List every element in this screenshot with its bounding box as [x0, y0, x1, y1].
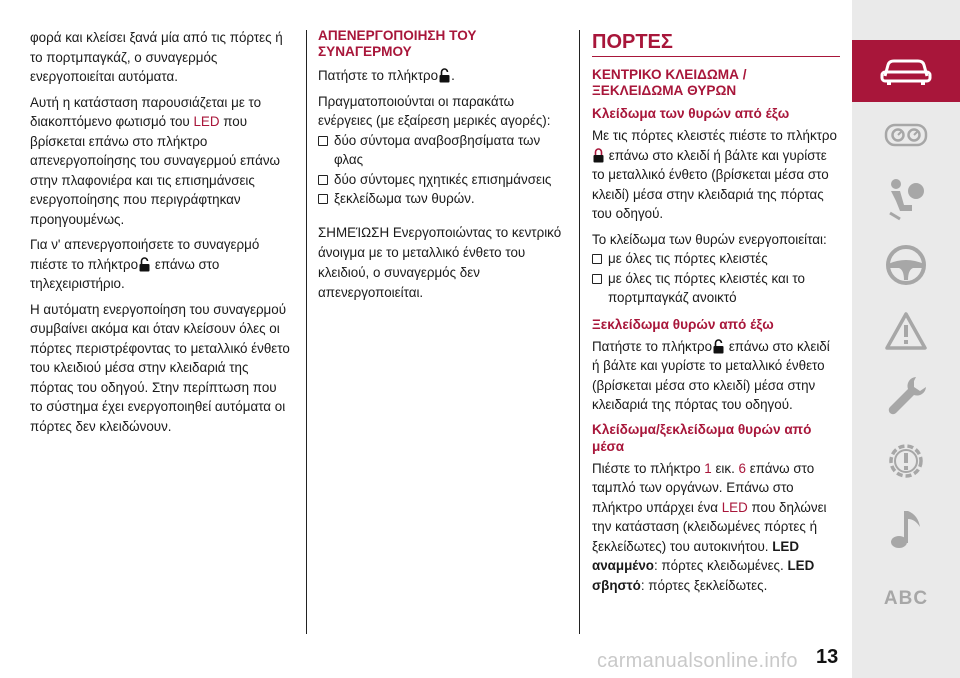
subheading-unlock-outside: Ξεκλείδωμα θυρών από έξω	[592, 316, 774, 332]
paragraph: Πατήστε το πλήκτρο επάνω στο κλειδί ή βάλτε και γυρίστε το μεταλλικό ένθετο (βρίσκεται μέσα στο κλειδί) μέσα στην κλειδαριά της πόρτας του οδηγού.	[592, 338, 830, 412]
sidebar-item-car[interactable]	[852, 40, 960, 102]
paragraph: Αυτή η κατάσταση παρουσιάζεται με το διακοπτόμενο φωτισμό του LED που βρίσκεται επάνω στο πλήκτρο απενεργοποίησης του συναγερμού επάνω στην πλαφονιέρα και τις επισημάνσεις ενεργοποίησης που περιγράφτηκαν προηγουμένως.	[30, 94, 281, 227]
checkbox-bullet-icon	[592, 254, 602, 264]
column-3	[592, 28, 840, 601]
chapter-sidebar	[852, 0, 960, 678]
note: ΣΗΜΕΊΩΣΗ Ενεργοποιώντας το κεντρικό άνοιγμα με το μεταλλικό ένθετο του κλειδιού, ο συναγερμός δεν απενεργοποιείται.	[318, 224, 562, 300]
index-label: ABC	[883, 588, 929, 609]
list-item: δύο σύντομες ηχητικές επισημάνσεις	[318, 170, 566, 190]
column-divider	[579, 30, 580, 634]
music-icon	[888, 507, 924, 551]
heading-central-locking: ΚΕΝΤΡΙΚΟ ΚΛΕΙΔΩΜΑ / ΞΕΚΛΕΙΔΩΜΑ ΘΥΡΩΝ	[592, 67, 747, 98]
section-title: ΠΟΡΤΕΣ	[592, 31, 840, 57]
unlock-icon	[139, 257, 150, 272]
airbag-icon	[886, 177, 926, 221]
column-1	[30, 28, 292, 442]
paragraph: Το κλείδωμα των θυρών ενεργοποιείται:	[592, 231, 827, 247]
paragraph: Η αυτόματη ενεργοποίηση του συναγερμού συμβαίνει ακόμα και όταν κλείσουν όλες οι πόρτες περιστρέφοντας το μεταλλικό ένθετο του κλειδιού μέσα στην κλειδαριά της πόρτας του οδηγού. Στην περίπτωση που το σύστημα έχει ενεργοποιηθεί αυτόματα οι πόρτες δεν κλειδώνουν.	[30, 301, 290, 434]
sidebar-item-driving[interactable]	[852, 234, 960, 296]
led-label: LED	[193, 114, 220, 129]
list-item: δύο σύντομα αναβοσβησίματα των φλας	[318, 131, 566, 170]
paragraph: Πατήστε το πλήκτρο .	[318, 68, 455, 83]
lock-icon	[593, 148, 604, 163]
sidebar-item-safety[interactable]	[852, 168, 960, 230]
watermark: carmanualsonline.info	[597, 650, 798, 672]
list-item: ξεκλείδωμα των θυρών.	[318, 189, 566, 209]
led-off-label: LED σβηστό	[592, 558, 815, 593]
paragraph: Πραγματοποιούνται οι παρακάτω ενέργειες (με εξαίρεση μερικές αγορές):	[318, 93, 551, 128]
paragraph: Για ν' απενεργοποιήσετε το συναγερμό πιέστε το πλήκτρο επάνω στο τηλεχειριστήριο.	[30, 237, 260, 291]
unlock-icon	[439, 68, 450, 83]
checkbox-bullet-icon	[318, 194, 328, 204]
paragraph: Πιέστε το πλήκτρο 1 εικ. 6 επάνω στο ταμπλό των οργάνων. Επάνω στο πλήκτρο υπάρχει ένα LED που δηλώνει την κατάσταση (κλειδωμένες πόρτες ή ξεκλείδωτες) του αυτοκινήτου. LED αναμμένο: πόρτες κλειδωμένες. LED σβηστό: πόρτες ξεκλείδωτες.	[592, 460, 827, 593]
steering-wheel-icon	[885, 244, 927, 286]
column-divider	[306, 30, 307, 634]
page-number: 13	[816, 646, 839, 668]
car-icon	[879, 56, 933, 86]
unlock-icon	[713, 339, 724, 354]
sidebar-item-service[interactable]	[852, 430, 960, 492]
checkbox-bullet-icon	[318, 175, 328, 185]
checkbox-bullet-icon	[318, 136, 328, 146]
paragraph: φορά και κλείσει ξανά μία από τις πόρτες ή το πορτμπαγκάζ, ο συναγερμός ενεργοποιείται αυτόματα.	[30, 30, 283, 84]
sidebar-item-warnings[interactable]	[852, 300, 960, 362]
led-on-label: LED αναμμένο	[592, 538, 800, 573]
dashboard-icon	[884, 123, 928, 147]
warning-icon	[884, 311, 928, 351]
service-icon	[884, 439, 928, 483]
subheading-lock-outside: Κλείδωμα των θυρών από έξω	[592, 106, 790, 121]
subheading-lock-inside: Κλείδωμα/ξεκλείδωμα θυρών από μέσα	[592, 421, 812, 454]
heading-alarm-deactivation: ΑΠΕΝΕΡΓΟΠΟΙΗΣΗ ΤΟΥ ΣΥΝΑΓΕΡΜΟΥ	[318, 28, 477, 59]
sidebar-item-multimedia[interactable]	[852, 498, 960, 560]
paragraph: Με τις πόρτες κλειστές πιέστε το πλήκτρο επάνω στο κλειδί ή βάλτε και γυρίστε το μεταλλικό ένθετο (βρίσκεται μέσα στο κλειδί) μέσα στην κλειδαριά της πόρτας του οδηγού.	[592, 128, 837, 221]
list-item: με όλες τις πόρτες κλειστές και το πορτμπαγκάζ ανοικτό	[592, 269, 840, 308]
led-label: LED	[721, 499, 748, 515]
checkbox-bullet-icon	[592, 274, 602, 284]
sidebar-item-emergency[interactable]	[852, 364, 960, 426]
sidebar-item-index[interactable]	[852, 568, 960, 630]
sidebar-item-dashboard[interactable]	[852, 104, 960, 166]
list-item: με όλες τις πόρτες κλειστές	[592, 249, 840, 269]
wrench-icon	[886, 373, 926, 417]
column-2	[318, 28, 566, 309]
